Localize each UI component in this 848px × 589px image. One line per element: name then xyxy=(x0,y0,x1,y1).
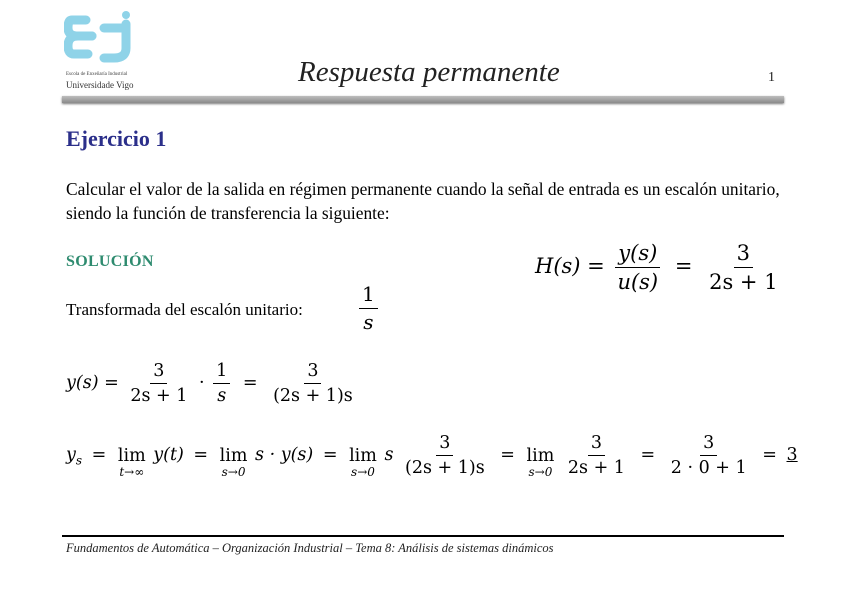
university-logo xyxy=(64,10,144,96)
lim-operator: lim xyxy=(349,445,377,466)
school-name: Escola de Enxeñaría Industrial xyxy=(66,72,128,77)
equals-sign: = xyxy=(640,445,656,466)
output-laplace-equation xyxy=(66,361,359,406)
fraction-numerator: 3 xyxy=(436,433,453,456)
ys-subscript: s xyxy=(75,453,83,468)
exercise-statement: Calcular el valor de la salida en régimen permanente cuando la señal de entrada es un escalón unitario, siendo la función de transferencia la siguiente: xyxy=(66,179,780,223)
equals-sign: = xyxy=(762,445,777,466)
fraction-denominator: 2s + 1 xyxy=(567,458,625,479)
final-result: 3 xyxy=(786,445,798,466)
exercise-heading: Ejercicio 1 xyxy=(66,126,167,151)
equals-sign: = xyxy=(193,445,209,466)
dot-operator: · xyxy=(198,373,205,394)
term-s: s xyxy=(384,445,394,466)
transfer-function-equation xyxy=(535,241,784,294)
fraction-denominator: (2s + 1)s xyxy=(273,386,353,407)
equals-sign: = xyxy=(674,254,693,279)
equals-sign: = xyxy=(500,445,515,466)
step-transform xyxy=(66,300,303,320)
fraction-denominator: 2s + 1 xyxy=(709,270,778,295)
term-s-ys: s · y(s) xyxy=(255,445,314,466)
footer-text: Fundamentos de Automática – Organización Industrial – Tema 8: Análisis de sistemas dinámicos xyxy=(66,541,554,555)
page-number: 1 xyxy=(768,70,775,85)
fraction-numerator: 1 xyxy=(359,283,378,309)
fraction-numerator: 3 xyxy=(734,241,753,268)
lim-operator: lim xyxy=(117,445,146,466)
step-transform-fraction xyxy=(356,283,381,334)
lim-subscript: s→0 xyxy=(221,464,246,479)
steady-state-limit-equation xyxy=(66,433,798,478)
fraction-numerator: 3 xyxy=(150,361,167,384)
fraction-numerator: 3 xyxy=(700,433,717,456)
fraction-denominator: s xyxy=(217,386,227,407)
fraction-denominator: (2s + 1)s xyxy=(405,458,485,479)
university-name: Universidade Vigo xyxy=(66,80,134,90)
header-divider xyxy=(62,96,784,103)
equals-sign: = xyxy=(242,373,258,394)
equals-sign: = xyxy=(91,445,107,466)
ys-symbol: y xyxy=(66,445,76,466)
fraction-numerator: y(s) xyxy=(615,241,660,268)
fraction-numerator: 3 xyxy=(588,433,605,456)
lim-operator: lim xyxy=(219,445,248,466)
fraction-denominator: s xyxy=(363,310,374,334)
fraction-numerator: 1 xyxy=(213,361,230,384)
lim-subscript: s→0 xyxy=(528,464,553,479)
page-title: Respuesta permanente xyxy=(298,56,560,88)
fraction-denominator: 2s + 1 xyxy=(130,386,188,407)
lim-operator: lim xyxy=(526,445,555,466)
transform-label: Transformada del escalón unitario: xyxy=(66,300,303,319)
equation-lhs: y(s) = xyxy=(66,373,119,394)
lim-subscript: t→∞ xyxy=(119,464,145,479)
equals-sign: = xyxy=(322,445,338,466)
fraction-denominator: 2 · 0 + 1 xyxy=(670,458,747,479)
term-yt: y(t) xyxy=(153,445,184,466)
fraction-denominator: u(s) xyxy=(617,270,659,295)
eei-logo-icon xyxy=(64,10,136,66)
fraction-numerator: 3 xyxy=(304,361,321,384)
footer-divider xyxy=(62,535,784,537)
solution-label: SOLUCIÓN xyxy=(66,253,154,270)
equation-lhs: H(s) = xyxy=(535,254,605,279)
lim-subscript: s→0 xyxy=(351,464,375,479)
